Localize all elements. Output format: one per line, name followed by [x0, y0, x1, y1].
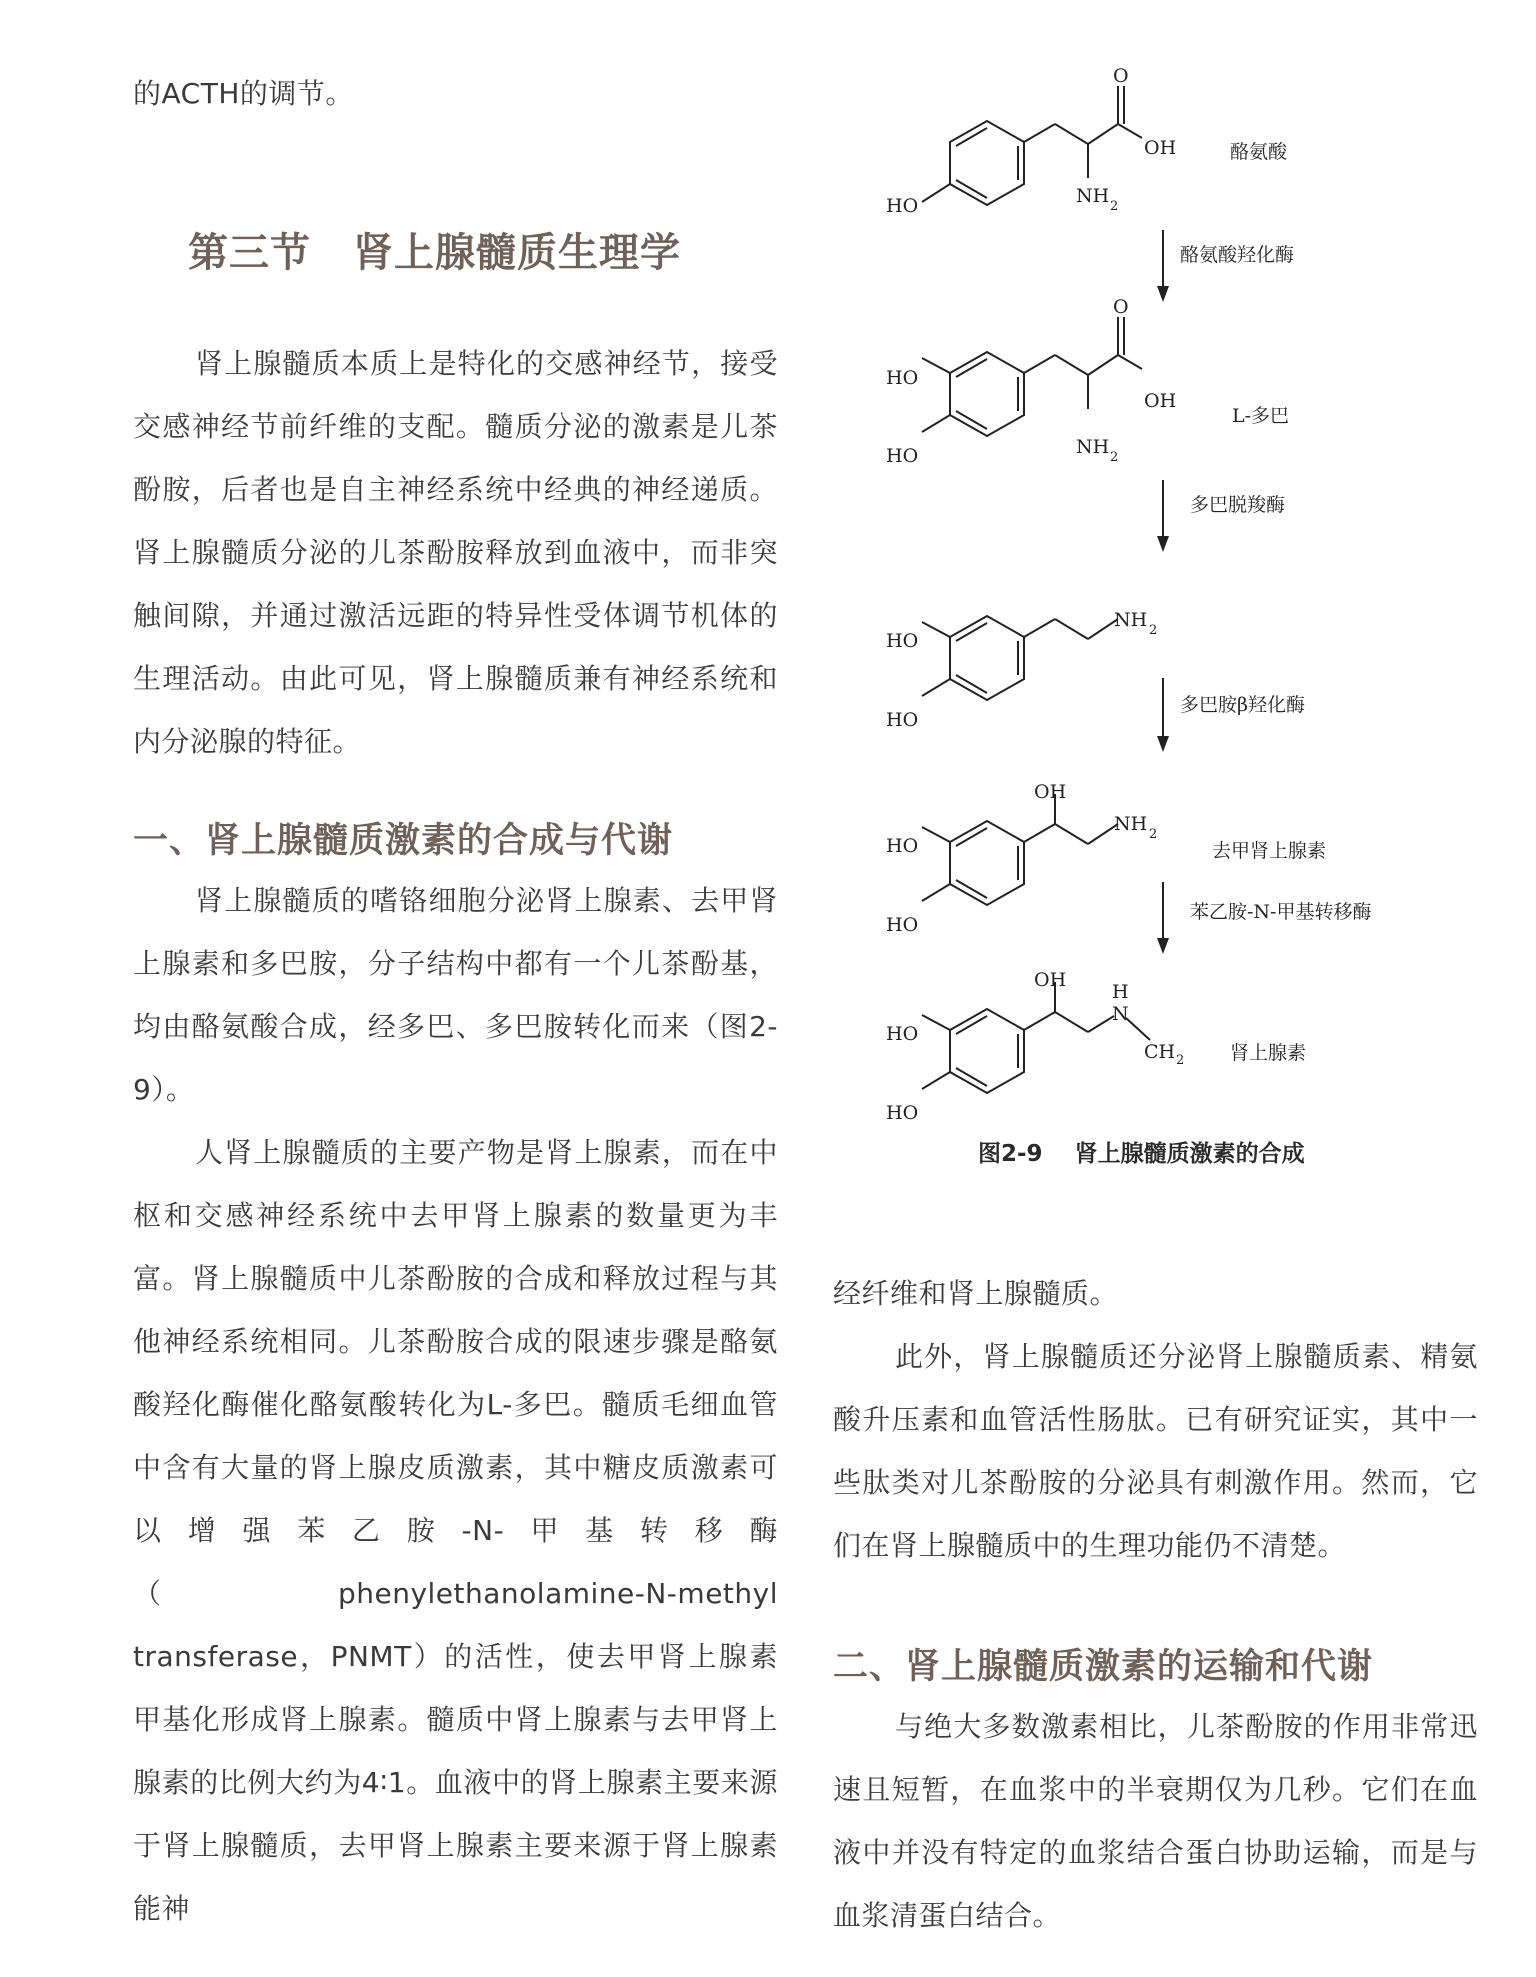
label-ldopa: L-多巴: [1232, 405, 1290, 427]
atom-n: N: [1112, 1003, 1129, 1025]
paragraph-products: 人肾上腺髓质的主要产物是肾上腺素，而在中枢和交感神经系统中去甲肾上腺素的数量更为丰富。肾上腺髓质中儿茶酚胺的合成和释放过程与其他神经系统相同。儿茶酚胺合成的限速步骤是酪氨酸羟化酶催化酪氨酸转化为L-多巴。髓质毛细血管中含有大量的肾上腺皮质激素，其中糖皮质激素可以增强苯乙胺-N-甲基转移酶（phenylethanolamine-N-methyl transferase，PNMT）的活性，使去甲肾上腺素甲基化形成肾上腺素。髓质中肾上腺素与去甲肾上腺素的比例大约为4∶1。血液中的肾上腺素主要来源于肾上腺髓质，去甲肾上腺素主要来源于肾上腺素能神: [133, 1136, 778, 1925]
atom-sub: 2: [1110, 450, 1119, 465]
atom-ho: HO: [886, 445, 919, 467]
left-column: [133, 62, 778, 1940]
atom-nh: NH: [1076, 185, 1110, 207]
label-epinephrine: 肾上腺素: [1230, 1042, 1307, 1064]
label-norepinephrine: 去甲肾上腺素: [1212, 840, 1327, 862]
label-enzyme-2: 多巴脱羧酶: [1190, 494, 1286, 516]
subsection-title-transport: 二、肾上腺髓质激素的运输和代谢: [833, 1646, 1374, 1687]
atom-o: O: [1113, 65, 1129, 87]
paragraph-synthesis: 肾上腺髓质的嗜铬细胞分泌肾上腺素、去甲肾上腺素和多巴胺，分子结构中都有一个儿茶酚基，均由酪氨酸合成，经多巴、多巴胺转化而来（图2-9）。: [133, 884, 778, 1106]
atom-oh: OH: [1144, 390, 1177, 412]
paragraph-peptides: 此外，肾上腺髓质还分泌肾上腺髓质素、精氨酸升压素和血管活性肠肽。已有研究证实，其中一些肽类对儿茶酚胺的分泌具有刺激作用。然而，它们在肾上腺髓质中的生理功能仍不清楚。: [833, 1340, 1478, 1562]
continued-line: 的ACTH的调节。: [133, 77, 354, 110]
label-enzyme-3: 多巴胺β羟化酶: [1180, 694, 1305, 716]
caption-number: 图2-9: [978, 1141, 1043, 1167]
atom-nh: NH: [1114, 609, 1148, 631]
atom-nh: NH: [1076, 436, 1110, 458]
atom-ho: HO: [886, 914, 919, 936]
continued-paragraph: 经纤维和肾上腺髓质。: [833, 1277, 1119, 1310]
ldopa-structure: [922, 317, 1142, 436]
caption-text: 肾上腺髓质激素的合成: [1074, 1141, 1305, 1167]
figure-caption: [978, 1135, 1398, 1168]
atom-o: O: [1113, 296, 1129, 318]
atom-sub: 2: [1149, 623, 1158, 638]
atom-ho: HO: [886, 1023, 919, 1045]
section-name: 肾上腺髓质生理学: [353, 230, 681, 276]
atom-oh: OH: [1034, 781, 1067, 803]
label-tyrosine: 酪氨酸: [1230, 141, 1288, 163]
atom-ho: HO: [886, 835, 919, 857]
atom-sub: 2: [1176, 1053, 1185, 1068]
atom-nh: NH: [1114, 813, 1148, 835]
atom-sub: 2: [1149, 827, 1158, 842]
section-title: [188, 221, 778, 278]
section-number: 第三节: [188, 230, 311, 276]
subsection-title-synthesis: 一、肾上腺髓质激素的合成与代谢: [133, 820, 674, 861]
synthesis-diagram: [870, 60, 1430, 1180]
right-column: [833, 1262, 1478, 1947]
atom-ho: HO: [886, 630, 919, 652]
atom-ho: HO: [886, 195, 919, 217]
dopamine-structure: [922, 616, 1118, 700]
atom-sub: 2: [1110, 199, 1119, 214]
norepinephrine-structure: [922, 794, 1118, 905]
paragraph-intro: 肾上腺髓质本质上是特化的交感神经节，接受交感神经节前纤维的支配。髓质分泌的激素是儿茶酚胺，后者也是自主神经系统中经典的神经递质。肾上腺髓质分泌的儿茶酚胺释放到血液中，而非突触间隙，并通过激活远距的特异性受体调节机体的生理活动。由此可见，肾上腺髓质兼有神经系统和内分泌腺的特征。: [133, 347, 778, 758]
atom-ch: CH: [1144, 1041, 1176, 1063]
atom-ho: HO: [886, 367, 919, 389]
atom-ho: HO: [886, 709, 919, 731]
atom-oh: OH: [1034, 969, 1067, 991]
atom-oh: OH: [1144, 137, 1177, 159]
label-enzyme-1: 酪氨酸羟化酶: [1180, 244, 1295, 266]
label-enzyme-4: 苯乙胺-N-甲基转移酶: [1190, 901, 1372, 923]
figure-2-9: [870, 60, 1430, 1180]
atom-ho: HO: [886, 1102, 919, 1124]
atom-h: H: [1112, 981, 1129, 1003]
paragraph-transport: 与绝大多数激素相比，儿茶酚胺的作用非常迅速且短暂，在血浆中的半衰期仅为几秒。它们在血液中并没有特定的血浆结合蛋白协助运输，而是与血浆清蛋白结合。: [833, 1710, 1478, 1932]
